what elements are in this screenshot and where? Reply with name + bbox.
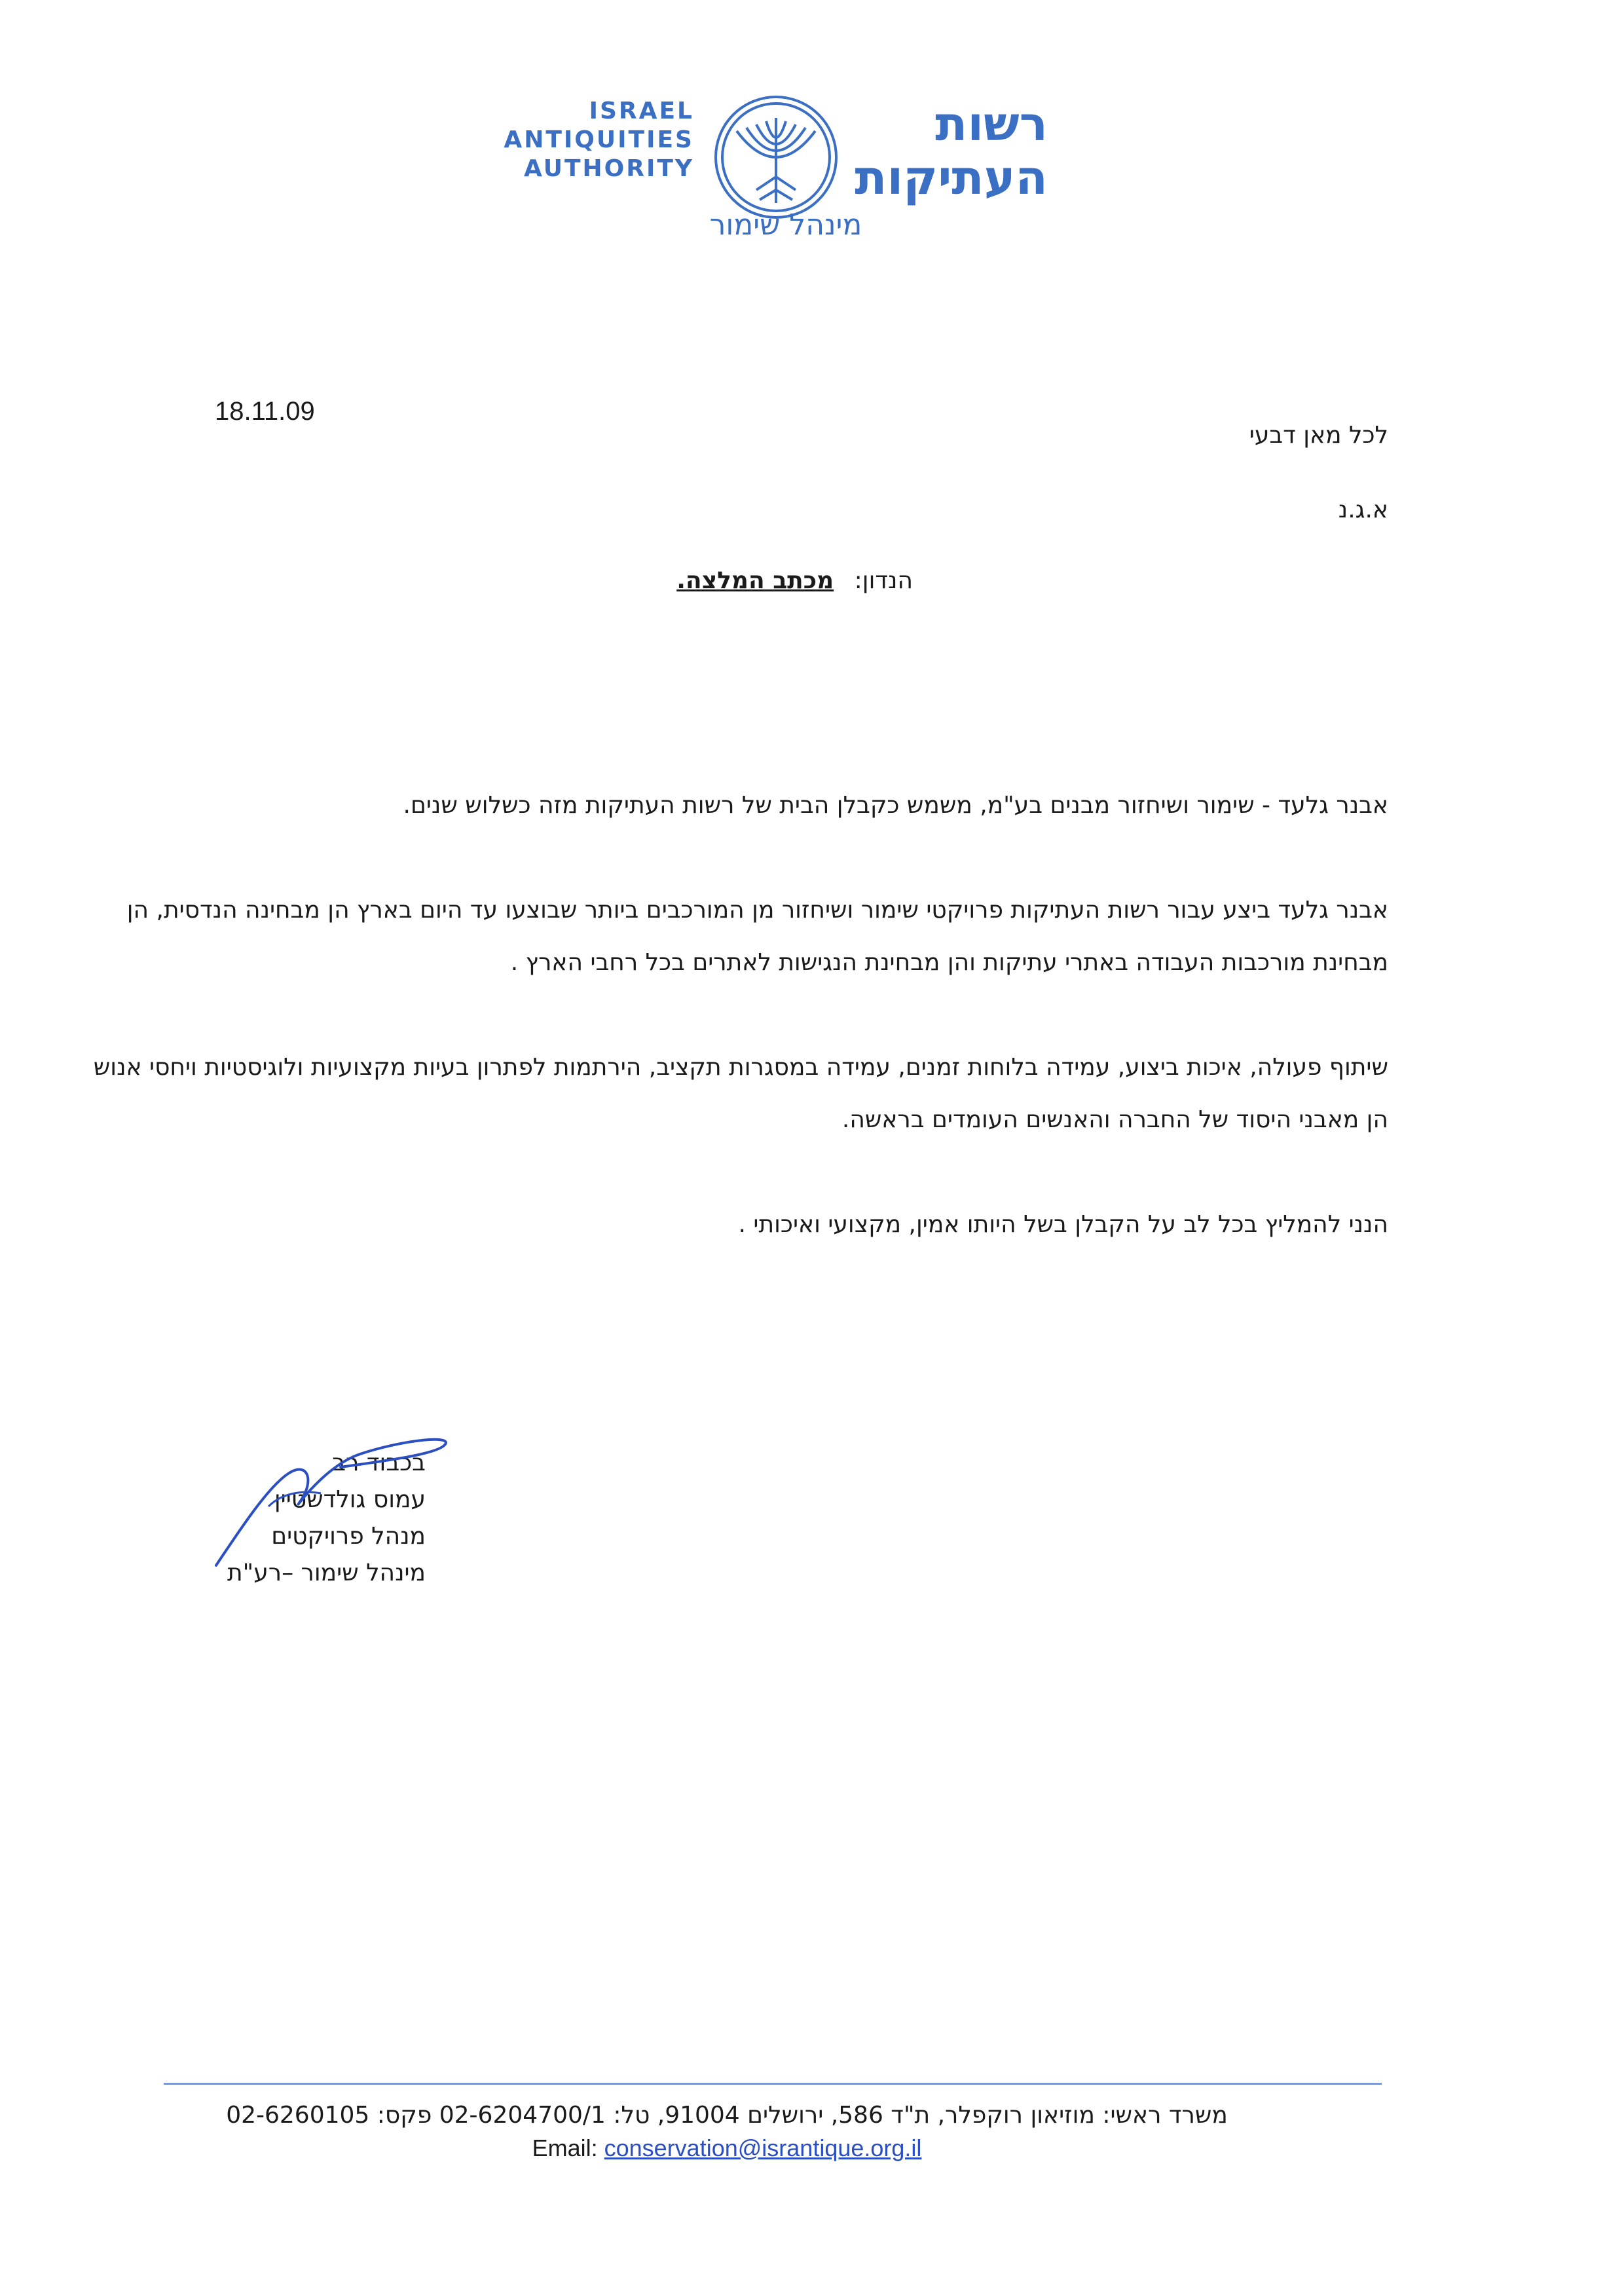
division-name: מינהל שימור (709, 208, 862, 242)
paragraph-1: אבנר גלעד - שימור ושיחזור מבנים בע"מ, משמש כקבלן הבית של רשות העתיקות מזה כשלוש שנים. (403, 792, 1388, 819)
footer-divider (164, 2083, 1382, 2085)
handwritten-signature-icon (190, 1428, 465, 1578)
footer-address: משרד ראשי: מוזיאון רוקפלר, ת"ד 586, ירושלים 91004, טל: 02-6204700/1 פקס: 02-6260105 (226, 2102, 1228, 2129)
org-name-english (485, 97, 694, 183)
menorah-emblem-icon (710, 92, 841, 223)
footer-email-row (164, 2132, 1290, 2165)
paragraph-2: אבנר גלעד ביצע עבור רשות העתיקות פרויקטי שימור ושיחזור מן המורכבים ביותר שבוצעו עד היום בארץ הן מבחינה הנדסית, הן מבחינת מורכבות העבודה באתרי עתיקות והן מבחינת הנגישות לאתרים בכל רחבי הארץ . (126, 897, 1388, 976)
footer (164, 2099, 1290, 2165)
signer-name: עמוס גולדשטיין (274, 1486, 426, 1513)
subject-label: הנדון: (854, 567, 913, 594)
signer-unit: מינהל שימור –רע"ת (227, 1559, 426, 1586)
email-link[interactable]: conservation@israntique.org.il (604, 2135, 922, 2161)
paragraph-4: הנני להמליץ בכל לב על הקבלן בשל היותו אמין, מקצועי ואיכותי . (738, 1211, 1388, 1238)
subject-value: מכתב המלצה. (676, 567, 834, 594)
org-en-line3: AUTHORITY (523, 155, 694, 182)
paragraph-3: שיתוף פעולה, איכות ביצוע, עמידה בלוחות זמנים, עמידה במסגרות תקציב, הירתמות לפתרון בעיות מקצועיות ולוגיסטיות ויחסי אנוש הן מאבני היסוד של החברה והאנשים העומדים בראשה. (93, 1054, 1388, 1133)
closing: בכבוד רב (332, 1449, 426, 1476)
org-name-hebrew (851, 97, 1048, 204)
recipient: לכל מאן דבעי (1249, 422, 1388, 449)
subject-line (676, 567, 913, 594)
org-en-line1: ISRAEL (589, 98, 694, 124)
org-he-line2: העתיקות (855, 150, 1048, 205)
greeting: א.ג.נ (1338, 496, 1388, 523)
org-en-line2: ANTIQUITIES (504, 126, 694, 153)
email-label: Email: (532, 2135, 598, 2161)
org-he-line1: רשות (935, 96, 1048, 151)
signer-title: מנהל פרויקטים (271, 1523, 426, 1550)
letter-date: 18.11.09 (215, 397, 315, 426)
